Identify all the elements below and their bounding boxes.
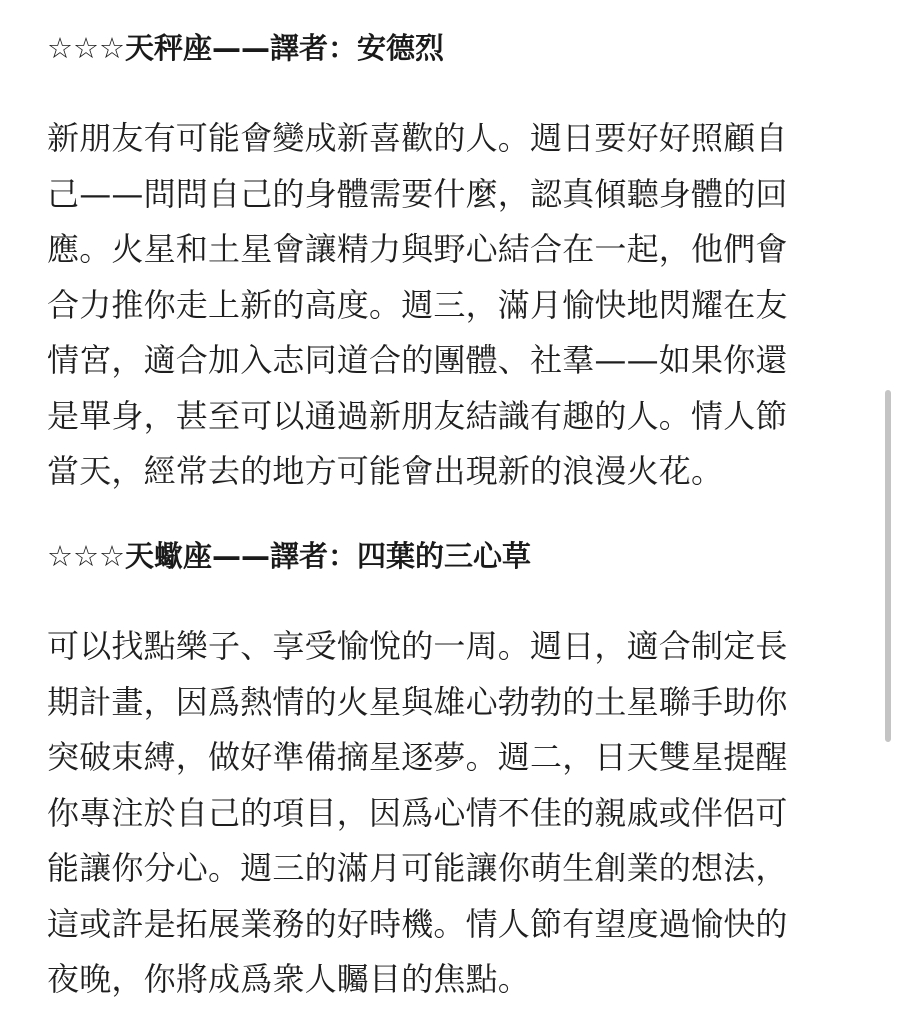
paragraph-line: 應。火星和土星會讓精力與野心結合在一起，他們會: [47, 230, 788, 268]
paragraph-line: 合力推你走上新的高度。週三，滿月愉快地閃耀在友: [47, 285, 788, 324]
paragraph-line: 可以找點樂子、享受愉悅的一周。週日，適合制定長: [47, 627, 788, 665]
paragraph-libra: [47, 111, 847, 500]
paragraph-line: 是單身，甚至可以通過新朋友結識有趣的人。情人節: [47, 396, 788, 435]
paragraph-scorpio: [47, 619, 847, 1008]
paragraph-line: 期計畫，因爲熱情的火星與雄心勃勃的土星聯手助你: [47, 682, 788, 721]
star-rating-icon: ☆☆☆: [47, 539, 125, 573]
paragraph-line: 突破束縛，做好準備摘星逐夢。週二，日天雙星提醒: [47, 738, 788, 776]
star-rating-icon: ☆☆☆: [47, 31, 125, 65]
paragraph-line: 當天，經常去的地方可能會出現新的浪漫火花。: [47, 452, 724, 490]
section-heading-scorpio: [47, 536, 847, 576]
paragraph-line: 己——問問自己的身體需要什麼，認真傾聽身體的回: [47, 174, 788, 213]
paragraph-line: 新朋友有可能會變成新喜歡的人。週日要好好照顧自: [47, 119, 788, 157]
scrollbar-thumb[interactable]: [885, 390, 891, 742]
heading-text: 天秤座——譯者：安德烈: [125, 31, 445, 65]
paragraph-line: 情宮，適合加入志同道合的團體、社羣——如果你還: [47, 341, 788, 379]
paragraph-line: 這或許是拓展業務的好時機。情人節有望度過愉快的: [47, 904, 788, 943]
paragraph-line: 你專注於自己的項目，因爲心情不佳的親戚或伴侶可: [47, 793, 788, 832]
paragraph-line: 能讓你分心。週三的滿月可能讓你萌生創業的想法，: [47, 849, 788, 887]
heading-text: 天蠍座——譯者：四葉的三心草: [125, 539, 532, 573]
section-heading-libra: [47, 28, 847, 68]
paragraph-line: 夜晚，你將成爲衆人矚目的焦點。: [47, 960, 531, 998]
